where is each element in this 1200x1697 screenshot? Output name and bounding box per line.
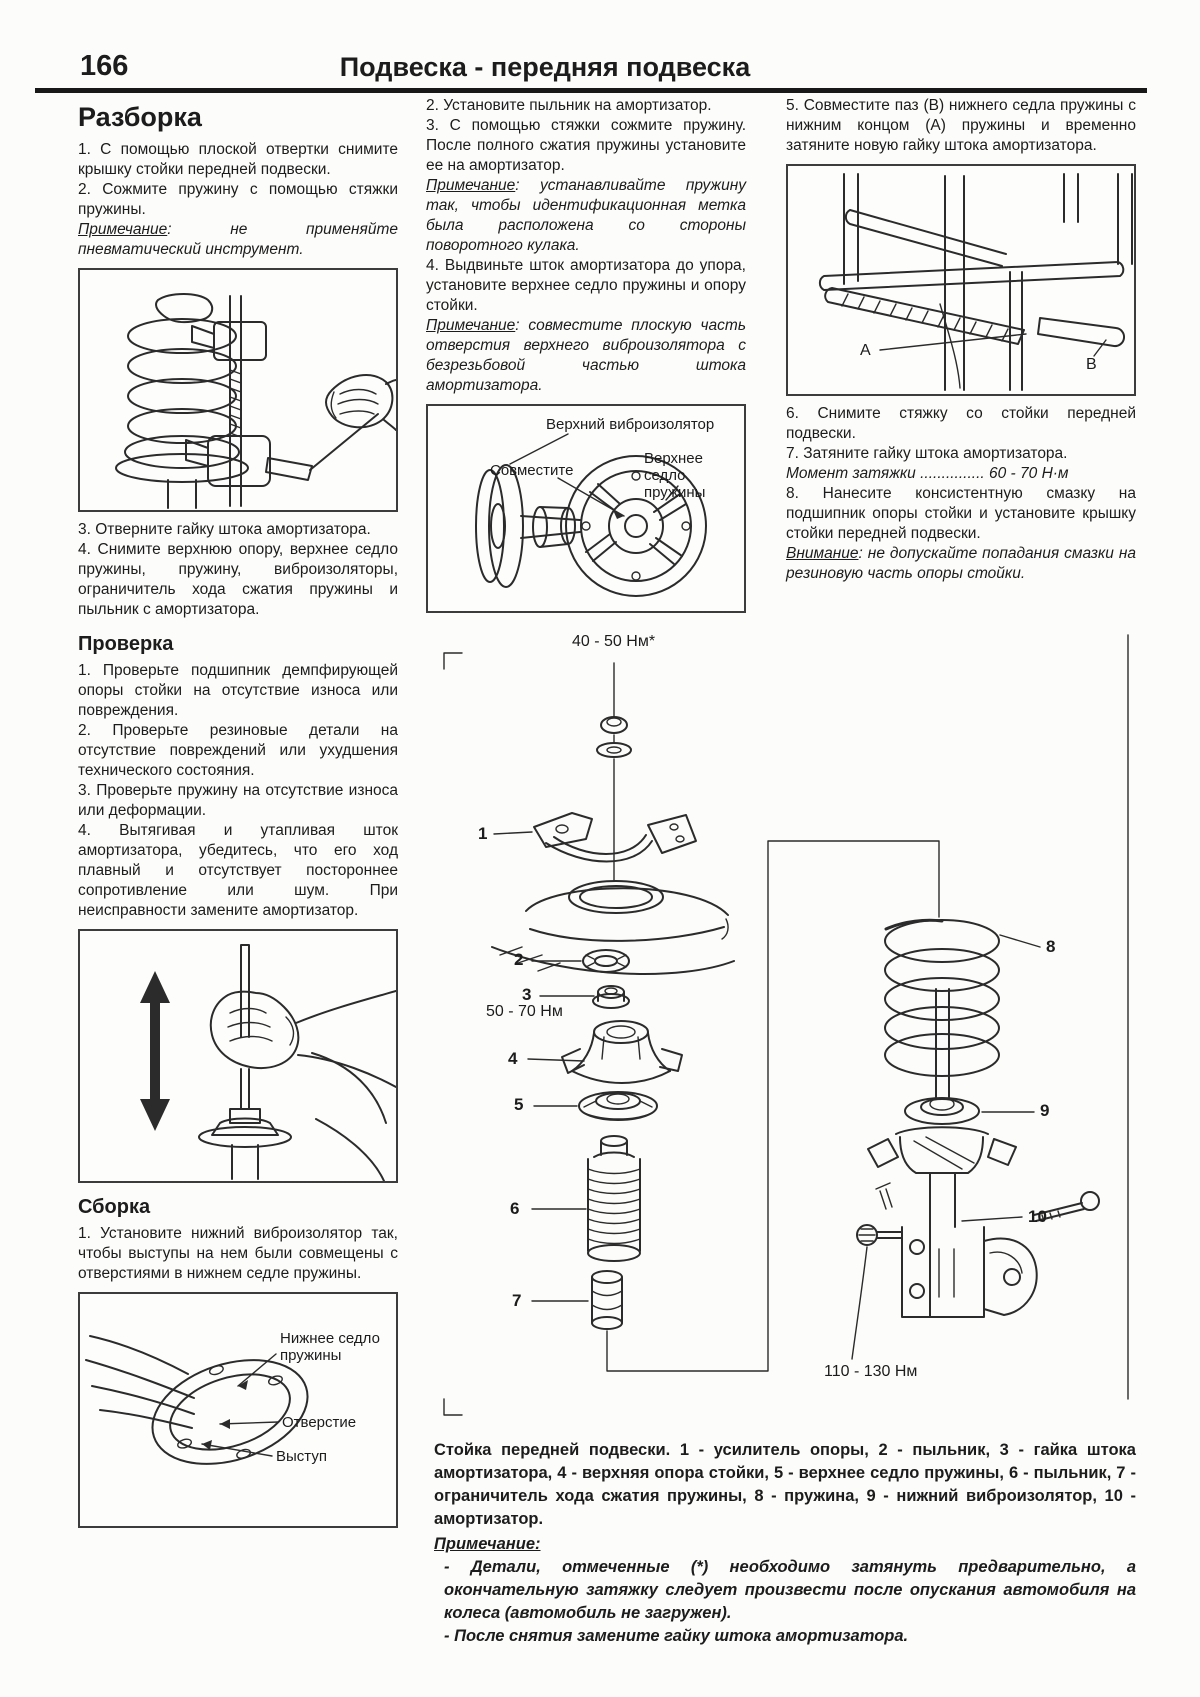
step-item: 2. Установите пыльник на амортизатор. [426, 97, 712, 114]
note [426, 176, 746, 256]
caption-text: Стойка передней подвески. 1 - усилитель опоры, 2 - пыльник, 3 - гайка штока амортизатора, 4 - верхняя опора стойки, 5 - верхнее седло пружины, 6 - пыльник, 7 - ограничитель хода сжатия пружины, 8 - пружина, 9 - нижний виброизолятор, 10 - амортизатор. [434, 1441, 1136, 1528]
columns-2-3 [426, 96, 1152, 621]
step-item: 2. Проверьте резиновые детали на отсутствие повреждений или ухудшения технического состояния. [78, 722, 398, 779]
strut-exploded-drawing [434, 629, 1134, 1429]
lower-seat-drawing [80, 1294, 396, 1526]
part-label-6: 6 [510, 1199, 520, 1218]
note [426, 316, 746, 396]
step-item: 4. Вытягивая и утапливая шток амортизатора, убедитесь, что его ход плавный и отсутствует постороннее сопротивление или шум. При неисправности замените амортизатор. [78, 822, 398, 919]
torque-label-top: 40 - 50 Нм* [572, 633, 656, 650]
label-tab: Выступ [276, 1448, 327, 1465]
header-rule [35, 88, 1147, 93]
part-label-7: 7 [512, 1291, 522, 1310]
spring-alignment-drawing [788, 166, 1134, 394]
part-label-1: 1 [478, 824, 488, 843]
figure-spring-compressor [78, 268, 398, 512]
label-lower-seat: Нижнее седло пружины [280, 1330, 380, 1364]
caption-note-label: Примечание: [434, 1535, 541, 1553]
step-item: 5. Совместите паз (В) нижнего седла пружины с нижним концом (А) пружины и временно затяните новую гайку штока амортизатора. [786, 97, 1136, 154]
caption-note-2: - После снятия замените гайку штока амортизатора. [444, 1627, 909, 1645]
step-item: 3. С помощью стяжки сожмите пружину. После полного сжатия пружины установите ее на амортизатор. [426, 117, 746, 174]
note-text: : не применяйте пневматический инструмент. [78, 221, 398, 258]
part-label-8: 8 [1046, 937, 1056, 956]
part-label-10: 10 [1028, 1207, 1047, 1226]
warning-text: : не допускайте попадания смазки на резиновую часть опоры стойки. [786, 545, 1136, 582]
step-item: 1. С помощью плоской отвертки снимите крышку стойки передней подвески. [78, 141, 398, 178]
heading-inspection: Проверка [78, 633, 174, 655]
note-text: : устанавливайте пружину так, чтобы идентификационная метка была расположена со стороны поворотного кулака. [426, 177, 746, 254]
note [78, 220, 398, 260]
step-item: 6. Снимите стяжку со стойки передней подвески. [786, 405, 1136, 442]
figure-strut-exploded [434, 629, 1134, 1429]
rod-check-drawing [80, 931, 396, 1181]
step-item: 1. Проверьте подшипник демпфирующей опоры стойки на отсутствие износа или повреждения. [78, 662, 398, 719]
step-item: 2. Сожмите пружину с помощью стяжки пружины. [78, 181, 398, 218]
page-content [0, 96, 1200, 1648]
torque-spec: Момент затяжки ............... 60 - 70 Н·м [786, 465, 1069, 482]
figure-upper-insulator [426, 404, 746, 613]
heading-assembly: Сборка [78, 1196, 151, 1218]
note-text: : совместите плоскую часть отверстия верхнего виброизолятора с безрезьбовой частью штока амортизатора. [426, 317, 746, 394]
step-item: 1. Установите нижний виброизолятор так, чтобы выступы на нем были совмещены с отверстиями в нижнем седле пружины. [78, 1225, 398, 1282]
step-item: 4. Снимите верхнюю опору, верхнее седло пружины, пружину, виброизоляторы, ограничитель хода сжатия пружины и пыльник с амортизатора. [78, 541, 398, 618]
column-left [78, 96, 398, 1648]
part-label-9: 9 [1040, 1101, 1050, 1120]
right-area [426, 96, 1152, 1648]
note-label: Примечание [78, 221, 168, 238]
label-a: A [860, 342, 871, 359]
label-b: B [1086, 356, 1097, 373]
page-title: Подвеска - передняя подвеска [339, 52, 751, 82]
column-right [786, 96, 1136, 621]
part-label-2: 2 [514, 950, 524, 969]
step-item: 7. Затяните гайку штока амортизатора. [786, 445, 1068, 462]
step-item: 4. Выдвиньте шток амортизатора до упора, установите верхнее седло пружины и опору стойки. [426, 257, 746, 314]
column-middle [426, 96, 746, 621]
spring-compressor-drawing [80, 270, 396, 510]
torque-label-mid: 50 - 70 Нм [486, 1003, 563, 1020]
step-item: 8. Нанесите консистентную смазку на подшипник опоры стойки и установите крышку стойки передней подвески. [786, 485, 1136, 542]
caption-note-1: - Детали, отмеченные (*) необходимо затянуть предварительно, а окончательную затяжку следует произвести после опускания автомобиля на колеса (автомобиль не загружен). [444, 1558, 1136, 1622]
figure-rod-check [78, 929, 398, 1183]
figure-spring-alignment [786, 164, 1136, 396]
step-item: 3. Отверните гайку штока амортизатора. [78, 521, 371, 538]
warning [786, 544, 1136, 584]
part-label-5: 5 [514, 1095, 524, 1114]
upper-insulator-drawing [428, 406, 744, 611]
note-label: Примечание [426, 177, 516, 194]
page-number: 166 [80, 50, 129, 82]
page-header [0, 0, 1200, 96]
torque-label-bottom: 110 - 130 Нм [824, 1363, 918, 1380]
note-label: Примечание [426, 317, 516, 334]
label-hole: Отверстие [282, 1414, 357, 1431]
part-label-3: 3 [522, 985, 532, 1004]
warning-label: Внимание [786, 545, 859, 562]
label-align: Совместите [490, 462, 574, 479]
step-item: 3. Проверьте пружину на отсутствие износа или деформации. [78, 782, 398, 819]
heading-disassembly: Разборка [78, 102, 202, 132]
label-upper-insulator: Верхний виброизолятор [546, 416, 715, 433]
figure-caption [434, 1439, 1136, 1648]
label-upper-seat: Верхнее седло пружины [644, 450, 706, 501]
figure-lower-seat [78, 1292, 398, 1528]
part-label-4: 4 [508, 1049, 518, 1068]
